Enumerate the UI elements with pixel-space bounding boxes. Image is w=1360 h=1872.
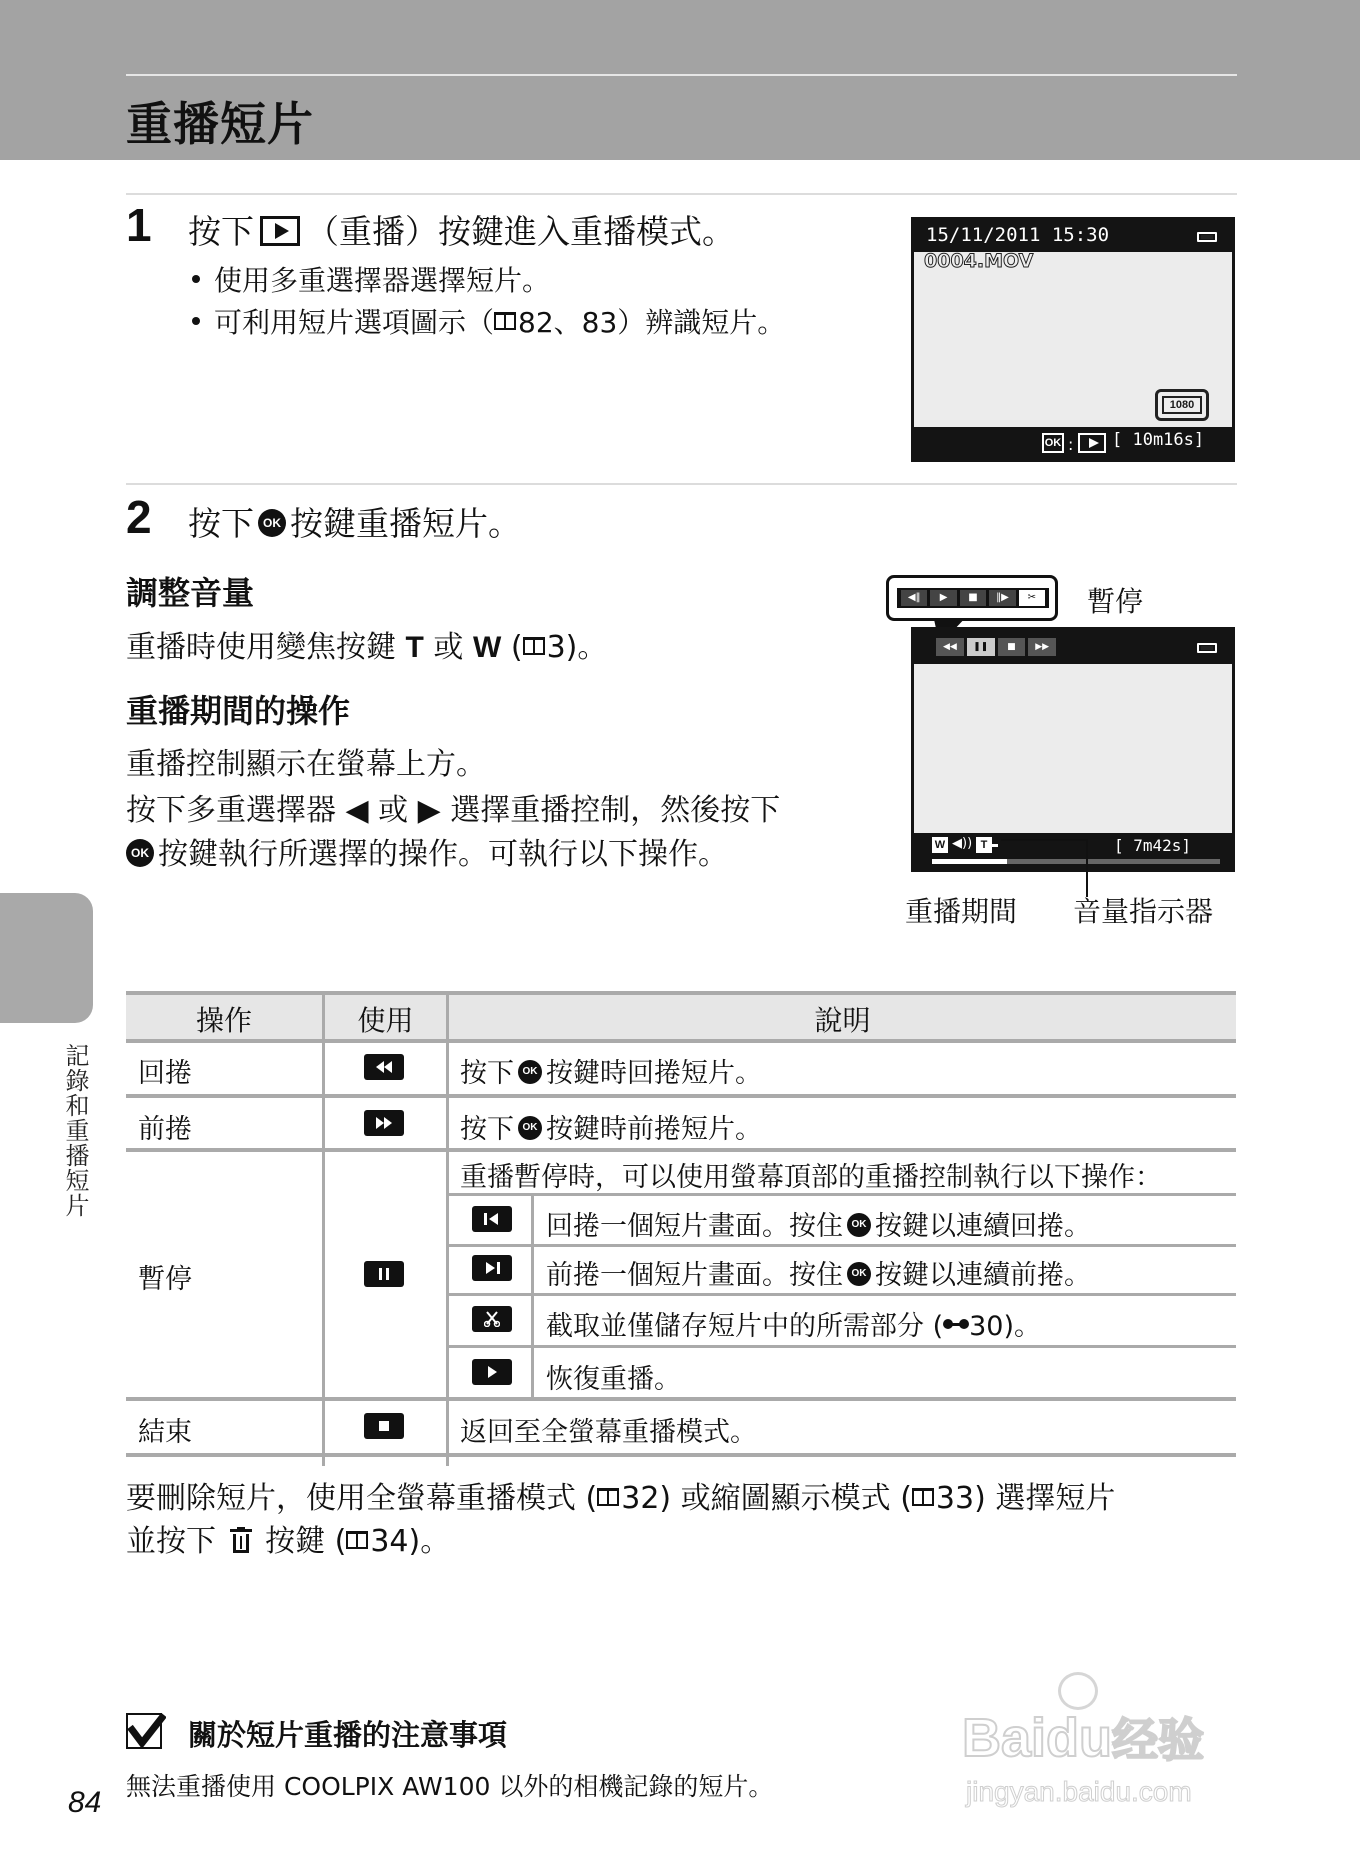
camera-screen-movie [911,627,1235,872]
col-divider [446,995,449,1466]
watermark-brand-b: du [1046,1708,1113,1768]
ref-close: 3)。 [546,630,608,665]
desc-step-forward-after: 按鍵以連續前捲。 [875,1260,1091,1291]
desc-resume: 恢復重播。 [546,1364,681,1395]
callout-volume-label: 音量指示器 [1073,895,1214,928]
stop-icon [364,1413,404,1439]
step1-text-before: 按下 [188,212,254,251]
zoom-w-indicator: W [932,837,948,853]
volume-heading: 調整音量 [126,574,255,612]
sub-row-line [449,1244,1236,1247]
ok-button-icon: OK [518,1060,542,1084]
step-number: 1 [126,199,152,251]
caution-check-icon [126,1713,166,1749]
scissors-icon [472,1306,512,1332]
volume-level-bar [992,844,998,847]
desc-step-back [546,1204,1091,1243]
delete-note-line1 [126,1473,1115,1517]
delete-note-line2 [126,1516,450,1560]
watermark-brand-c: 经验 [1112,1714,1205,1766]
page-title: 重播短片 [126,97,314,151]
progress-fill [932,859,1007,864]
pause-icon [364,1261,404,1287]
battery-icon [1197,643,1217,653]
progress-track [932,859,1220,864]
desc-trim-before: 截取並僅儲存短片中的所需部分 ( [546,1311,944,1342]
ok-button-icon: OK [847,1262,871,1286]
book-ref-icon [346,1531,368,1549]
step2-text-after: 按鍵重播短片。 [290,504,521,543]
ok-icon: OK [1042,433,1064,453]
bullet-text: 可利用短片選項圖示（ [214,306,495,339]
volume-text-before: 重播時使用變焦按鍵 [126,630,396,665]
step-back-icon [472,1206,512,1232]
play-icon [1078,433,1106,453]
screen-datetime: 15/11/2011 15:30 [926,224,1110,246]
step-forward-icon [472,1255,512,1281]
callout-elapsed-label: 重播期間 [905,895,1018,928]
ok-button-icon: OK [847,1213,871,1237]
header-description: 說明 [814,1004,871,1037]
delete-note-f: 34)。 [370,1524,451,1559]
desc-rewind [460,1051,762,1090]
operations-line3 [126,829,728,873]
reference-link-icon [943,1319,969,1331]
operations-heading: 重播期間的操作 [126,692,351,730]
book-ref-icon [494,312,516,330]
bullet-dot [192,317,200,325]
zoom-t-key: T [405,631,424,664]
op-forward: 前捲 [138,1114,192,1145]
stop-icon: ■ [998,638,1026,656]
movie-option-label: 1080 [1162,396,1202,414]
sub-row-line [449,1293,1236,1296]
forward-icon [364,1110,404,1136]
notice-text: 無法重播使用 COOLPIX AW100 以外的相機記錄的短片。 [126,1772,774,1801]
watermark-brand-a: Bai [962,1708,1047,1768]
pause-icon: ❚❚ [967,638,995,656]
bullet-text-ref: 82、83）辨識短片。 [518,306,786,339]
camera-screen-playback [911,217,1235,462]
play-icon [260,216,300,246]
callout-pause-label: 暫停 [1087,585,1144,618]
callout-line [1086,839,1088,897]
step1-text-after: （重播）按鍵進入重播模式。 [306,212,735,251]
book-ref-icon [597,1488,619,1506]
ref-open: ( [510,630,523,665]
ok-button-icon: OK [126,839,154,867]
desc-trim [546,1304,1041,1343]
delete-note-a: 要刪除短片，使用全螢幕重播模式 ( [126,1481,598,1516]
desc-forward-after: 按鍵時前捲短片。 [546,1114,762,1145]
row-line [126,1397,1236,1401]
desc-rewind-before: 按下 [460,1058,514,1089]
operations-line2: 按下多重選擇器 ◀ 或 ▶ 選擇重播控制，然後按下 [126,793,781,828]
rewind-icon: ◀◀ [936,638,964,656]
delete-note-b: 32) 或縮圖顯示模式 ( [621,1481,912,1516]
desc-forward [460,1107,762,1146]
sub-col-divider [531,1195,534,1397]
op-end: 結束 [138,1417,192,1448]
pause-control-bar [897,588,1049,608]
header-operation: 操作 [195,1004,252,1037]
row-line [126,1039,1236,1043]
resume-play-icon [472,1359,512,1385]
operations-line3-text: 按鍵執行所選擇的操作。可執行以下操作。 [158,837,728,872]
step1-instruction [188,206,735,253]
step-back-icon: ◀‖ [901,590,927,606]
step-forward-icon: ‖▶ [989,590,1015,606]
trash-icon [230,1527,252,1553]
volume-text [126,622,607,666]
watermark-url: jingyan.baidu.com [966,1776,1192,1807]
desc-rewind-after: 按鍵時回捲短片。 [546,1058,762,1089]
movie-option-icon [1155,389,1209,421]
operations-table [126,991,1236,1469]
book-ref-icon [523,637,545,655]
colon-separator: : [1068,435,1074,454]
scissors-icon: ✂ [1019,590,1045,606]
movie-duration: [ 10m16s] [1112,430,1205,450]
step1-bullet [192,301,785,341]
step1-bullet [192,259,550,299]
step2-instruction [188,498,521,545]
delete-note-c: 33) 選擇短片 [935,1481,1116,1516]
baidu-watermark [960,1660,1290,1820]
desc-step-back-after: 按鍵以連續回捲。 [875,1211,1091,1242]
page-number: 84 [68,1786,102,1819]
op-rewind: 回捲 [138,1058,192,1089]
step-number: 2 [126,491,152,543]
zoom-w-key: W [472,631,502,664]
desc-pause-intro: 重播暫停時，可以使用螢幕頂部的重播控制執行以下操作： [460,1162,1162,1193]
header-use: 使用 [357,1004,414,1037]
desc-forward-before: 按下 [460,1114,514,1145]
forward-icon: ▶▶ [1028,638,1056,656]
desc-step-forward-before: 前捲一個短片畫面。按住 [546,1260,843,1291]
row-line [126,1453,1236,1457]
playback-controls [936,638,1056,656]
pause-controls-callout [886,575,1058,621]
desc-trim-after: 30)。 [969,1311,1042,1342]
battery-icon [1197,232,1217,242]
divider [126,483,1237,485]
step2-text-before: 按下 [188,504,254,543]
op-pause: 暫停 [138,1264,192,1295]
delete-note-d: 並按下 [126,1524,216,1559]
notice-heading: 關於短片重播的注意事項 [188,1718,508,1752]
ok-button-icon: OK [518,1116,542,1140]
stop-icon: ■ [960,590,986,606]
play-icon: ▶ [930,590,956,606]
volume-or: 或 [433,630,464,665]
watermark-brand [962,1704,1204,1770]
screen-filename: 0004.MOV [924,250,1034,272]
col-divider [322,995,325,1466]
chapter-tab-label: 記錄和重播短片 [61,1043,89,1218]
desc-step-back-before: 回捲一個短片畫面。按住 [546,1211,843,1242]
desc-step-forward [546,1253,1091,1292]
sub-row-line [449,1345,1236,1348]
rewind-icon [364,1054,404,1080]
speaker-icon: ◀)) [952,836,973,851]
divider [126,193,1237,195]
header-rule [126,74,1237,76]
ok-button-icon: OK [258,509,286,537]
desc-end: 返回至全螢幕重播模式。 [460,1417,757,1448]
row-line [126,1094,1236,1098]
delete-note-e: 按鍵 ( [265,1524,347,1559]
callout-line [1001,839,1087,841]
bullet-text: 使用多重選擇器選擇短片。 [214,264,551,297]
row-line [126,1148,1236,1152]
zoom-t-indicator: T [976,837,992,853]
book-ref-icon [912,1488,934,1506]
bullet-dot [192,275,200,283]
chapter-tab [0,893,93,1023]
elapsed-time: [ 7m42s] [1114,836,1192,855]
operations-line1: 重播控制顯示在螢幕上方。 [126,747,486,782]
